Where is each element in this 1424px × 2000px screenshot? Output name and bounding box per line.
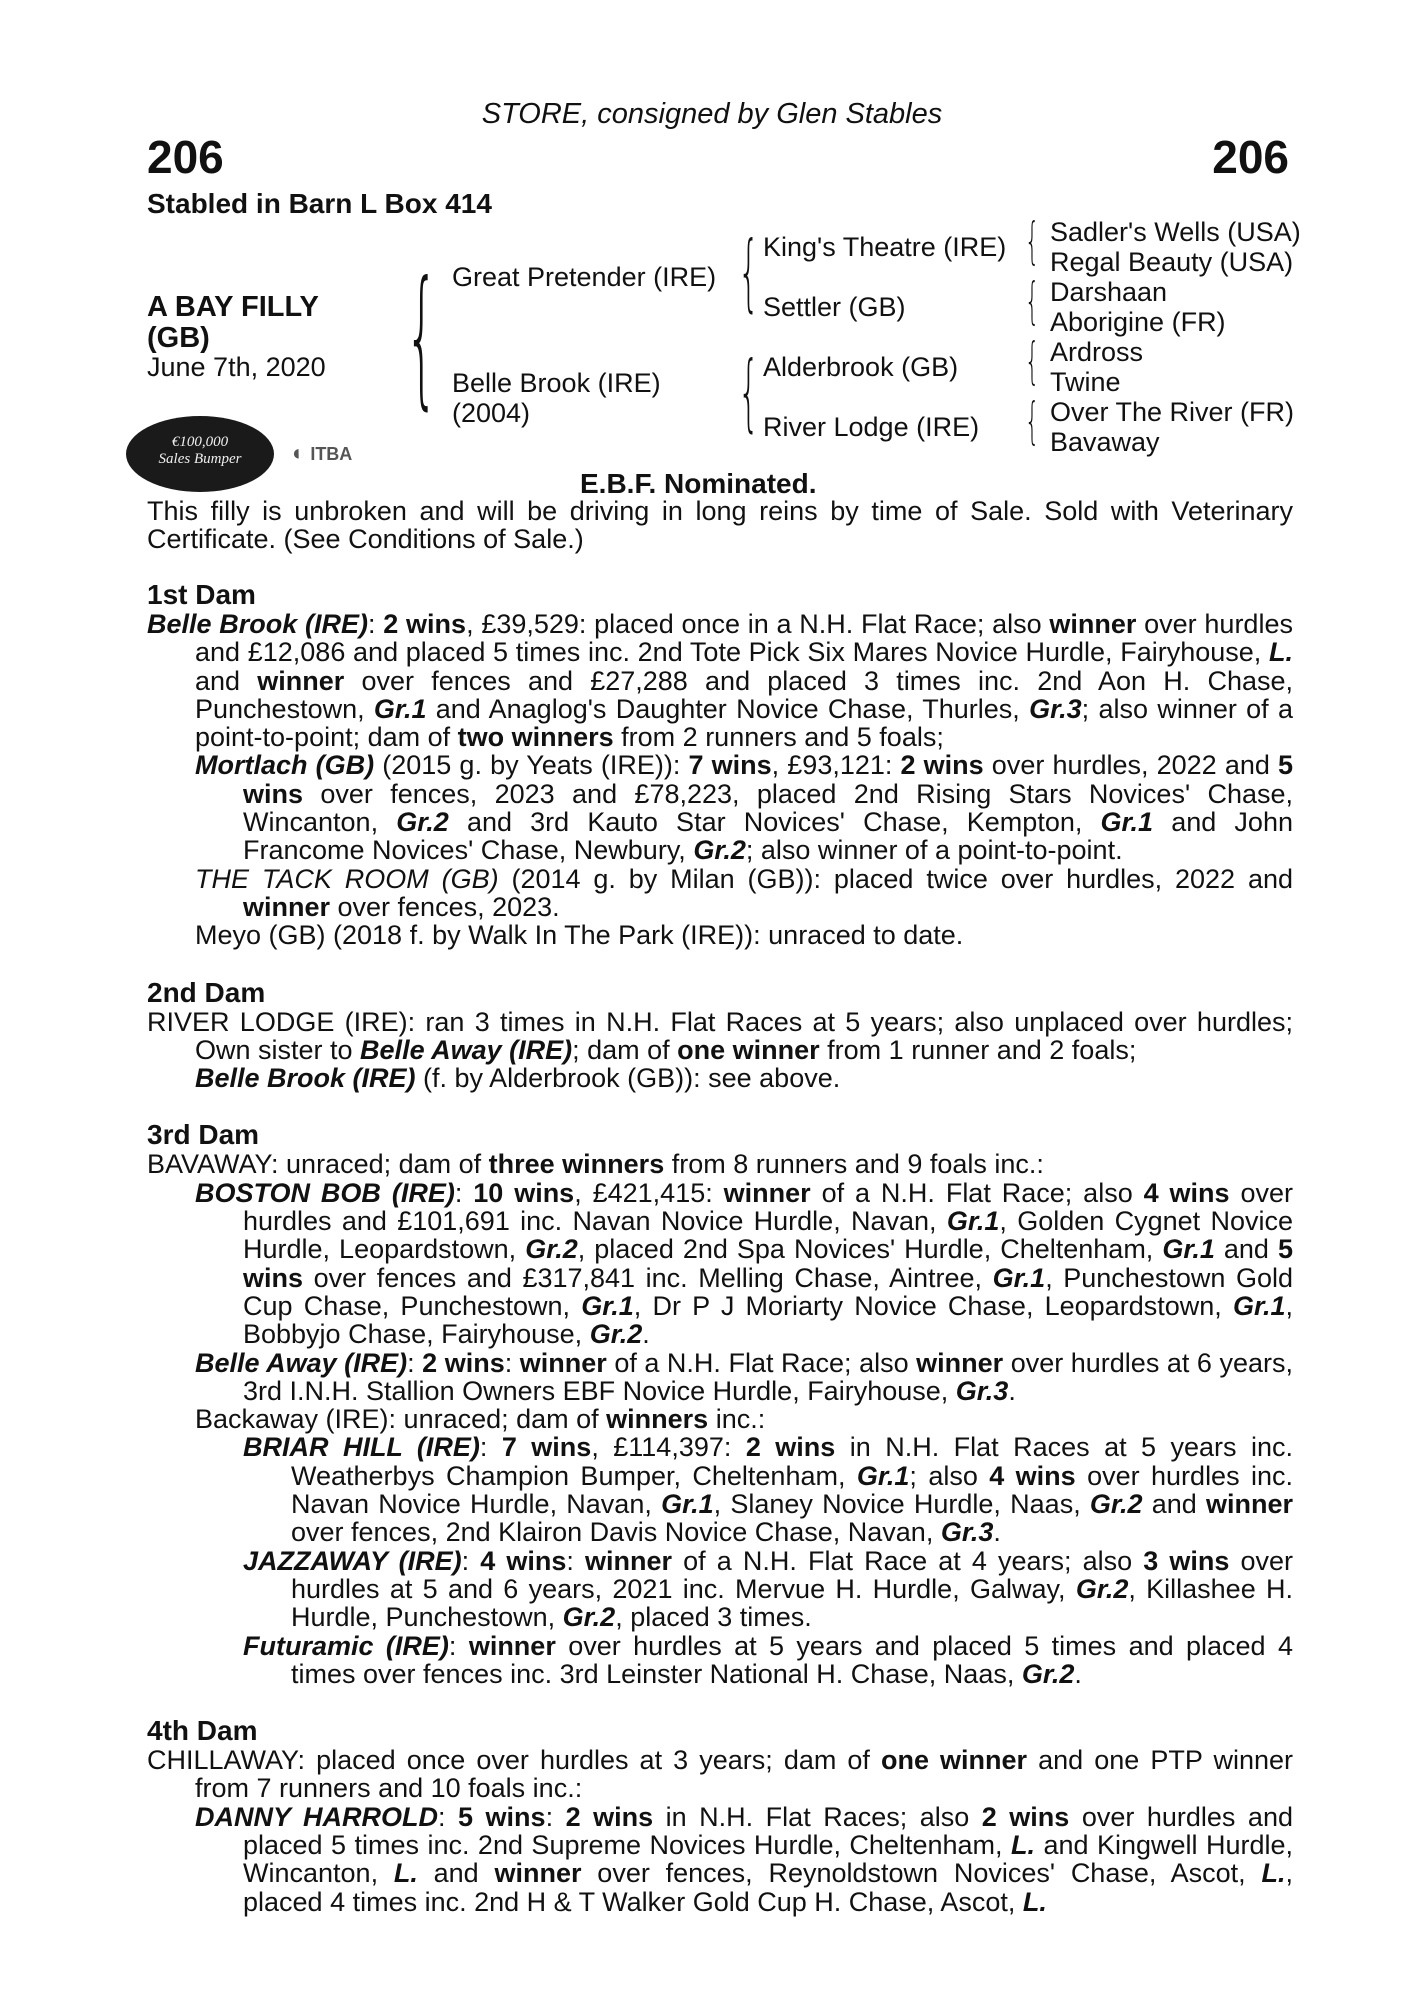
stabled-location: Stabled in Barn L Box 414 [147,188,492,219]
section-heading-4th-dam: 4th Dam [147,1715,258,1747]
pedigree-brace-main: { [405,250,439,424]
ggdam-1: Regal Beauty (USA) [1050,247,1294,277]
lot-number-left: 206 [147,131,224,183]
sales-bumper-logo: €100,000 Sales Bumper [126,416,274,492]
catalogue-body: 1st Dam Belle Brook (IRE): 2 wins, £39,529: placed once in a N.H. Flat Race; also winner over hurdles and £12,086 and placed 5 times inc. 2nd Tote Pick Six Mares Novice Hurdle, Fairyhouse, L. and winner over fences and £27,288 and placed 3 times inc. 2nd Aon H. Chase, Punchestown, Gr.1 and Anaglog's Daughter Novice Chase, Thurles, Gr.3; also winner of a point-to-point; dam of two winners from 2 runners and 5 foals; Mortlach (GB) (2015 g. by Yeats (IRE)): 7 wins, £93,121: 2 wins over hurdles, 2022 and 5 wins over fences, 2023 and £78,223, placed 2nd Rising Stars Novices' Chase, Wincanton, Gr.2 and 3rd Kauto Star Novices' Chase, Kempton, Gr.1 and John Francome Novices' Chase, Newbury, Gr.2; also winner of a point-to-point. THE TACK ROOM (GB) (2014 g. by Milan (GB)): placed twice over hurdles, 2022 and winner over fences, 2023. Meyo (GB) (2018 f. by Walk In The Park (IRE)): unraced to date. 2nd Dam RIVER LODGE (IRE): ran 3 times in N.H. Flat Races at 5 years; also unplaced over hurdles; Own sister to Belle Away (IRE); dam of one winner from 1 runner and 2 foals; Belle Brook (IRE) (f. by Alderbrook (GB)): see above. 3rd Dam BAVAWAY: unraced; dam of three winners from 8 runners and 9 foals inc.: BOSTON BOB (IRE): 10 wins, £421,415: winner of a N.H. Flat Race; also 4 wins over hurdles and £101,691 inc. Navan Novice Hurdle, Navan, Gr.1, Golden Cygnet Novice Hurdle, Leopardstown, Gr.2, placed 2nd Spa Novices' Hurdle, Cheltenham, Gr.1 and 5 wins over fences and £317,841 inc. Melling Chase, Aintree, Gr.1, Punchestown Gold Cup Chase, Punchestown, Gr.1, Dr P J Moriarty Novice Chase, Leopardstown, Gr.1, Bobbyjo Chase, Fairyhouse, Gr.2. Belle Away (IRE): 2 wins: winner of a N.H. Flat Race; also winner over hurdles at 6 years, 3rd I.N.H. Stallion Owners EBF Novice Hurdle, Fairyhouse, Gr.3. Backaway (IRE): unraced; dam of winners inc.: BRIAR HILL (IRE): 7 wins, £114,397: 2 wins in N.H. Flat Races at 5 years inc. Weatherbys Champion Bumper, Cheltenham, Gr.1; also 4 wins over hurdles inc. Navan Novice Hurdle, Navan, Gr.1, Slaney Novice Hurdle, Naas, Gr.2 and winner over fences, 2nd Klairon Davis Novice Chase, Navan, Gr.3. JAZZAWAY (IRE): 4 wins: winner of a N.H. Flat Race at 4 years; also 3 wins over hurdles at 5 and 6 years, 2021 inc. Mervue H. Hurdle, Galway, Gr.2, Killashee H. Hurdle, Punchestown, Gr.2, placed 3 times. Futuramic (IRE): winner over hurdles at 5 years and placed 5 times and placed 4 times over fences inc. 3rd Leinster National H. Chase, Naas, Gr.2. 4th Dam CHILLAWAY: placed once over hurdles at 3 years; dam of one winner and one PTP winner from 7 runners and 10 foals inc.: DANNY HARROLD: 5 wins: 2 wins in N.H. Flat Races; also 2 wins over hurdles and placed 5 times inc. 2nd Supreme Novices Hurdle, Cheltenham, L. and Kingwell Hurdle, Wincanton, L. and winner over fences, Reynoldstown Novices' Chase, Ascot, L., placed 4 times inc. 2nd H & T Walker Gold Cup H. Chase, Ascot, L. [147,579,1294,1917]
dam-dam: River Lodge (IRE) [763,412,980,442]
dam-year: (2004) [452,398,531,428]
dam-sire: Alderbrook (GB) [763,352,959,382]
ggdam-4: Bavaway [1050,427,1160,457]
ggsire-3: Ardross [1050,337,1144,367]
pedigree-brace-sire: { [738,223,760,321]
pedigree-brace-dam: { [738,343,760,441]
horse-title: A BAY FILLY (GB) [147,291,319,354]
ebf-nominated: E.B.F. Nominated. [580,468,817,499]
sire-name: Great Pretender (IRE) [452,262,717,292]
section-heading-3rd-dam: 3rd Dam [147,1119,260,1151]
intro-paragraph: This filly is unbroken and will be driving in long reins by time of Sale. Sold with Veterinary Certificate. (See Conditions of Sale.) [147,496,1293,555]
brace-g4: { [1025,392,1040,450]
ggsire-1: Sadler's Wells (USA) [1050,217,1301,247]
brace-g1: { [1025,212,1040,270]
foaling-date: June 7th, 2020 [147,352,326,382]
brace-g2: { [1025,272,1040,330]
ggdam-3: Twine [1050,367,1121,397]
consignor-line: STORE, consigned by Glen Stables [481,98,943,130]
brace-g3: { [1025,332,1040,390]
dam-name: Belle Brook (IRE) [452,368,661,398]
lot-number-right: 206 [1212,131,1289,183]
ggdam-2: Aborigine (FR) [1050,307,1226,337]
section-heading-2nd-dam: 2nd Dam [147,976,266,1008]
ggsire-2: Darshaan [1050,277,1168,307]
ggsire-4: Over The River (FR) [1050,397,1295,427]
sire-dam: Settler (GB) [763,292,906,322]
sire-sire: King's Theatre (IRE) [763,232,1007,262]
section-heading-1st-dam: 1st Dam [147,579,256,610]
itba-logo: ◐ ITBA [292,440,353,465]
